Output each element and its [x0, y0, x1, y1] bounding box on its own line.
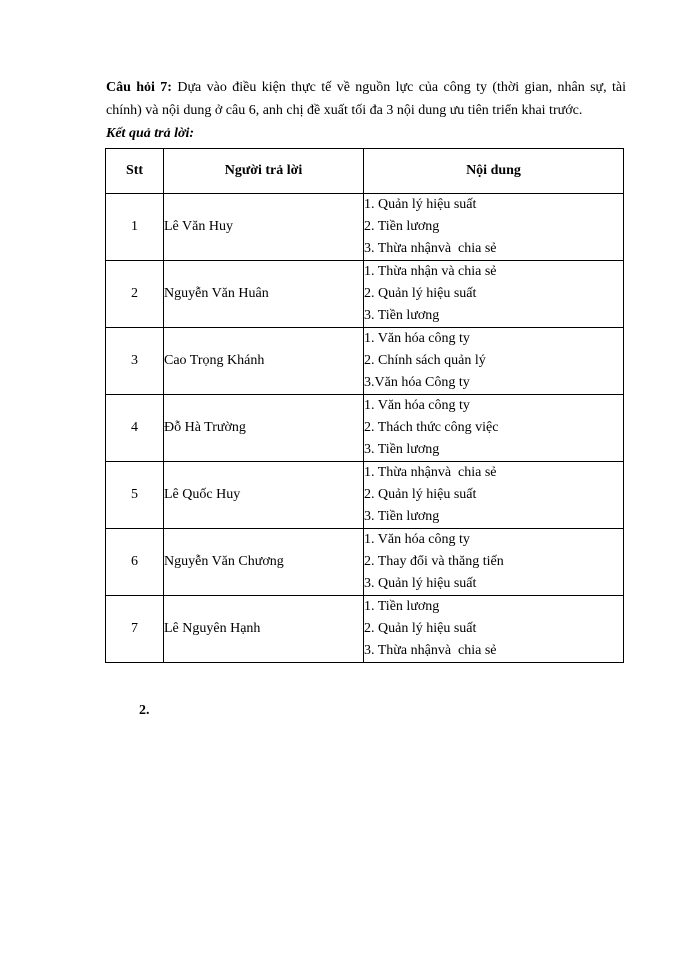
- row-content: [364, 529, 624, 596]
- row-stt: 2: [106, 261, 164, 328]
- row-respondent: Nguyễn Văn Huân: [164, 261, 364, 328]
- row-stt: 4: [106, 395, 164, 462]
- question-text: Dựa vào điều kiện thực tế về nguồn lực của công ty (thời gian, nhân sự, tài chính) và nội dung ở câu 6, anh chị đề xuất tối đa 3 nội dung ưu tiên triển khai trước.: [106, 80, 627, 118]
- content-item: 3. Thừa nhậnvà chia sẻ: [364, 241, 497, 256]
- content-item: 1. Tiền lương: [364, 599, 440, 614]
- row-respondent: Đỗ Hà Trường: [164, 395, 364, 462]
- content-item: 1. Văn hóa công ty: [364, 398, 470, 413]
- row-content: [364, 596, 624, 663]
- content-item: 3. Tiền lương: [364, 442, 440, 457]
- content-item: 3. Thừa nhậnvà chia sẻ: [364, 643, 497, 658]
- table-header-row: [106, 149, 624, 194]
- row-respondent: Lê Nguyên Hạnh: [164, 596, 364, 663]
- question-label: Câu hỏi 7:: [106, 80, 172, 95]
- table-row: [106, 328, 624, 395]
- content-item: 2. Quản lý hiệu suất: [364, 487, 477, 502]
- header-stt: Stt: [106, 149, 164, 194]
- row-respondent: Cao Trọng Khánh: [164, 328, 364, 395]
- content-item: 2. Thay đổi và thăng tiến: [364, 554, 504, 569]
- table-row: [106, 462, 624, 529]
- row-stt: 1: [106, 194, 164, 261]
- content-item: 3.Văn hóa Công ty: [364, 375, 470, 390]
- content-item: 1. Quản lý hiệu suất: [364, 197, 477, 212]
- header-respondent: Người trả lời: [164, 149, 364, 194]
- table-row: [106, 194, 624, 261]
- row-stt: 3: [106, 328, 164, 395]
- table-row: [106, 261, 624, 328]
- content-item: 1. Văn hóa công ty: [364, 532, 470, 547]
- row-content: [364, 194, 624, 261]
- row-respondent: Nguyễn Văn Chương: [164, 529, 364, 596]
- content-item: 2. Quản lý hiệu suất: [364, 621, 477, 636]
- content-item: 2. Tiền lương: [364, 219, 440, 234]
- table-row: [106, 529, 624, 596]
- row-content: [364, 462, 624, 529]
- header-content: Nội dung: [364, 149, 624, 194]
- row-content: [364, 395, 624, 462]
- section-number: 2.: [139, 703, 150, 718]
- row-respondent: Lê Văn Huy: [164, 194, 364, 261]
- row-stt: 5: [106, 462, 164, 529]
- content-item: 2. Quản lý hiệu suất: [364, 286, 477, 301]
- table-row: [106, 596, 624, 663]
- results-table: [105, 148, 624, 663]
- row-respondent: Lê Quốc Huy: [164, 462, 364, 529]
- row-content: [364, 261, 624, 328]
- content-item: 2. Chính sách quản lý: [364, 353, 486, 368]
- content-item: 2. Thách thức công việc: [364, 420, 499, 435]
- row-stt: 6: [106, 529, 164, 596]
- question-paragraph: [106, 76, 626, 122]
- content-item: 3. Tiền lương: [364, 509, 440, 524]
- table-row: [106, 395, 624, 462]
- result-heading: Kết quả trả lời:: [106, 126, 195, 141]
- row-stt: 7: [106, 596, 164, 663]
- row-content: [364, 328, 624, 395]
- content-item: 1. Thừa nhận và chia sẻ: [364, 264, 497, 279]
- content-item: 3. Quản lý hiệu suất: [364, 576, 477, 591]
- content-item: 1. Văn hóa công ty: [364, 331, 470, 346]
- content-item: 1. Thừa nhậnvà chia sẻ: [364, 465, 497, 480]
- content-item: 3. Tiền lương: [364, 308, 440, 323]
